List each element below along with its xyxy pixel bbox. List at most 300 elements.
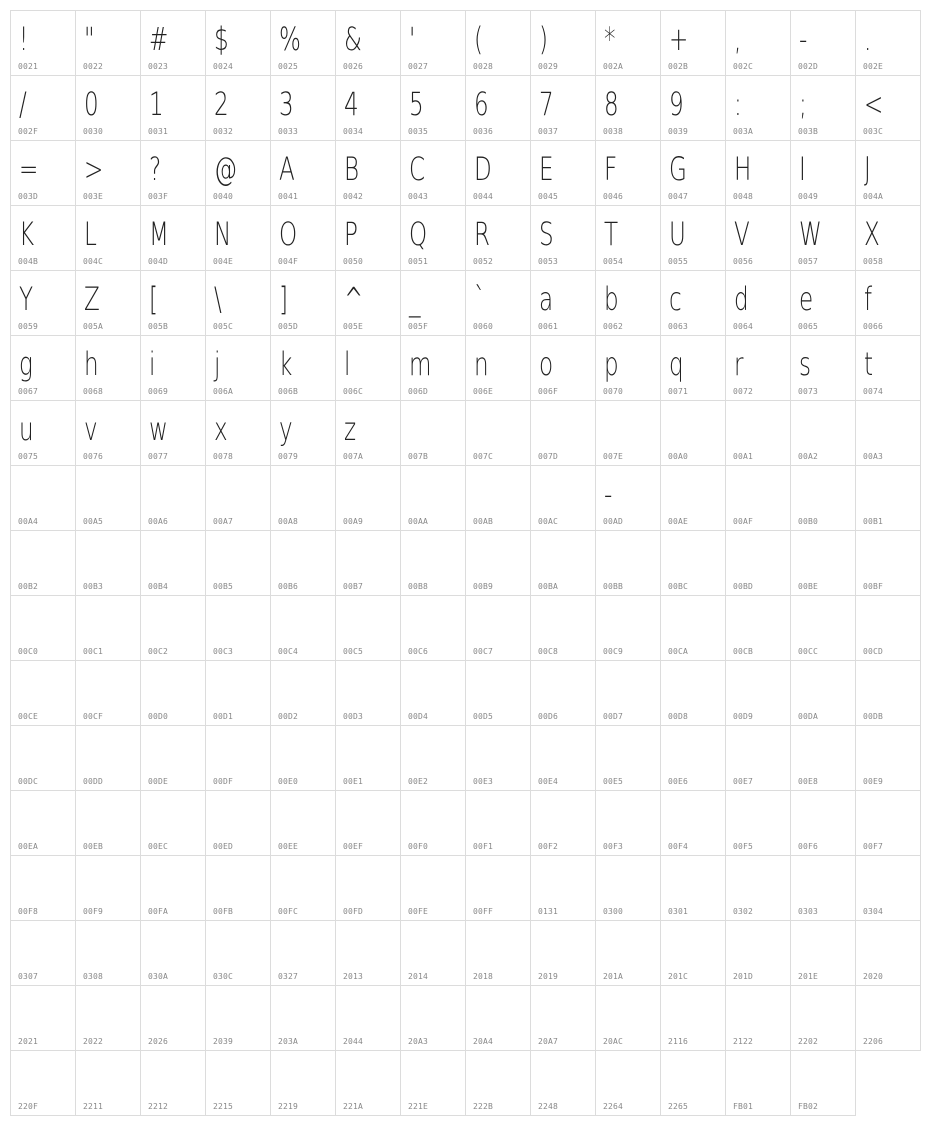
- glyph-codepoint: 00AB: [473, 517, 494, 526]
- glyph-codepoint: 006B: [278, 387, 299, 396]
- glyph-codepoint: 005A: [83, 322, 104, 331]
- glyph-codepoint: 030A: [148, 972, 169, 981]
- glyph-char: [: [149, 280, 158, 318]
- glyph-codepoint: 0022: [83, 62, 104, 71]
- glyph-cell: [725, 335, 791, 401]
- glyph-cell: [660, 335, 726, 401]
- glyph-char: N: [214, 215, 232, 253]
- glyph-cell: [790, 270, 856, 336]
- glyph-char: ;: [799, 85, 807, 123]
- glyph-cell: [855, 920, 921, 986]
- glyph-char: M: [149, 215, 169, 253]
- glyph-codepoint: 2021: [18, 1037, 39, 1046]
- glyph-char: Y: [19, 280, 34, 318]
- glyph-cell: [660, 530, 726, 596]
- glyph-codepoint: 00DB: [863, 712, 884, 721]
- glyph-codepoint: 0049: [798, 192, 819, 201]
- glyph-codepoint: 00CC: [798, 647, 819, 656]
- glyph-char: J: [864, 150, 871, 188]
- glyph-cell: [400, 530, 466, 596]
- glyph-char: ): [539, 20, 548, 58]
- glyph-codepoint: 00FA: [148, 907, 169, 916]
- glyph-codepoint: 004D: [148, 257, 169, 266]
- glyph-cell: [725, 530, 791, 596]
- glyph-cell: [10, 75, 76, 141]
- glyph-codepoint: 00FD: [343, 907, 364, 916]
- glyph-codepoint: 003A: [733, 127, 754, 136]
- glyph-char: u: [19, 410, 34, 448]
- glyph-cell: [140, 660, 206, 726]
- glyph-cell: [465, 1050, 531, 1116]
- glyph-cell: [270, 725, 336, 791]
- glyph-codepoint: 00D8: [668, 712, 689, 721]
- glyph-char: -: [604, 475, 613, 513]
- glyph-char: 3: [279, 85, 294, 123]
- glyph-codepoint: 00B1: [863, 517, 884, 526]
- glyph-cell: [75, 725, 141, 791]
- glyph-codepoint: 00E1: [343, 777, 364, 786]
- glyph-char: t: [864, 345, 874, 383]
- glyph-cell: [725, 400, 791, 466]
- glyph-codepoint: 00D3: [343, 712, 364, 721]
- glyph-codepoint: 00D4: [408, 712, 429, 721]
- glyph-cell: [140, 530, 206, 596]
- glyph-char: 1: [149, 85, 164, 123]
- glyph-codepoint: 00AF: [733, 517, 754, 526]
- glyph-char: H: [734, 150, 752, 188]
- glyph-codepoint: 006E: [473, 387, 494, 396]
- glyph-char: B: [344, 150, 360, 188]
- glyph-cell: [10, 920, 76, 986]
- glyph-codepoint: 0034: [343, 127, 364, 136]
- glyph-cell: [725, 465, 791, 531]
- glyph-char: d: [734, 280, 749, 318]
- glyph-codepoint: 0300: [603, 907, 624, 916]
- glyph-codepoint: 0029: [538, 62, 559, 71]
- glyph-cell: [790, 985, 856, 1051]
- glyph-cell: [140, 140, 206, 206]
- glyph-codepoint: 0059: [18, 322, 39, 331]
- glyph-codepoint: 00ED: [213, 842, 234, 851]
- glyph-char: 0: [84, 85, 99, 123]
- glyph-cell: [595, 270, 661, 336]
- glyph-codepoint: 00FB: [213, 907, 234, 916]
- glyph-codepoint: 00F2: [538, 842, 559, 851]
- glyph-cell: [660, 400, 726, 466]
- glyph-char: Q: [409, 215, 428, 253]
- glyph-codepoint: 201E: [798, 972, 819, 981]
- glyph-cell: [530, 140, 596, 206]
- glyph-cell: [335, 985, 401, 1051]
- glyph-codepoint: 2122: [733, 1037, 754, 1046]
- glyph-codepoint: 2044: [343, 1037, 364, 1046]
- glyph-cell: [855, 985, 921, 1051]
- glyph-codepoint: 0073: [798, 387, 819, 396]
- glyph-char: =: [19, 150, 39, 188]
- glyph-cell: [205, 985, 271, 1051]
- glyph-codepoint: 00FF: [473, 907, 494, 916]
- glyph-codepoint: 00B0: [798, 517, 819, 526]
- glyph-cell: [205, 595, 271, 661]
- glyph-cell: [465, 335, 531, 401]
- glyph-codepoint: 007D: [538, 452, 559, 461]
- glyph-cell: [660, 595, 726, 661]
- glyph-cell: [75, 140, 141, 206]
- glyph-cell: [465, 725, 531, 791]
- glyph-cell: [725, 10, 791, 76]
- glyph-char: X: [864, 215, 880, 253]
- glyph-cell: [205, 660, 271, 726]
- glyph-codepoint: 00CE: [18, 712, 39, 721]
- glyph-codepoint: 0024: [213, 62, 234, 71]
- glyph-grid: [10, 10, 921, 1115]
- glyph-char: !: [19, 20, 29, 58]
- glyph-cell: [140, 75, 206, 141]
- glyph-cell: [335, 595, 401, 661]
- glyph-codepoint: 005F: [408, 322, 429, 331]
- glyph-cell: [140, 725, 206, 791]
- glyph-cell: [270, 530, 336, 596]
- glyph-cell: [855, 465, 921, 531]
- glyph-char: f: [864, 280, 873, 318]
- glyph-cell: [205, 400, 271, 466]
- glyph-cell: [205, 140, 271, 206]
- glyph-cell: [790, 530, 856, 596]
- glyph-codepoint: 00A8: [278, 517, 299, 526]
- glyph-cell: [855, 660, 921, 726]
- glyph-char: r: [734, 345, 744, 383]
- glyph-char: g: [19, 345, 33, 383]
- glyph-cell: [725, 985, 791, 1051]
- glyph-cell: [205, 75, 271, 141]
- glyph-codepoint: 00CA: [668, 647, 689, 656]
- glyph-char: A: [279, 150, 295, 188]
- glyph-cell: [335, 530, 401, 596]
- glyph-codepoint: 00F9: [83, 907, 104, 916]
- glyph-codepoint: 005C: [213, 322, 234, 331]
- glyph-cell: [790, 920, 856, 986]
- glyph-codepoint: 004C: [83, 257, 104, 266]
- glyph-codepoint: 0061: [538, 322, 559, 331]
- glyph-cell: [530, 530, 596, 596]
- glyph-codepoint: 0079: [278, 452, 299, 461]
- glyph-codepoint: 2264: [603, 1102, 624, 1111]
- glyph-char: w: [149, 410, 168, 448]
- glyph-cell: [660, 985, 726, 1051]
- glyph-codepoint: 00E2: [408, 777, 429, 786]
- glyph-cell: [660, 75, 726, 141]
- glyph-cell: [725, 920, 791, 986]
- glyph-codepoint: 0051: [408, 257, 429, 266]
- glyph-codepoint: 201A: [603, 972, 624, 981]
- glyph-char: m: [409, 345, 432, 383]
- glyph-char: <: [864, 85, 884, 123]
- glyph-cell: [790, 855, 856, 921]
- glyph-cell: [335, 465, 401, 531]
- glyph-codepoint: 00CB: [733, 647, 754, 656]
- glyph-cell: [140, 335, 206, 401]
- glyph-codepoint: 2202: [798, 1037, 819, 1046]
- glyph-codepoint: 00A5: [83, 517, 104, 526]
- glyph-cell: [790, 10, 856, 76]
- glyph-cell: [530, 400, 596, 466]
- glyph-cell: [725, 270, 791, 336]
- glyph-cell: [530, 205, 596, 271]
- glyph-codepoint: 0052: [473, 257, 494, 266]
- glyph-cell: [530, 1050, 596, 1116]
- glyph-cell: [335, 920, 401, 986]
- glyph-codepoint: 003E: [83, 192, 104, 201]
- glyph-codepoint: 0055: [668, 257, 689, 266]
- glyph-cell: [335, 270, 401, 336]
- glyph-cell: [790, 335, 856, 401]
- glyph-cell: [400, 985, 466, 1051]
- glyph-cell: [270, 920, 336, 986]
- glyph-cell: [140, 465, 206, 531]
- glyph-codepoint: 005D: [278, 322, 299, 331]
- glyph-char: s: [799, 345, 812, 383]
- glyph-cell: [75, 335, 141, 401]
- glyph-codepoint: 00F4: [668, 842, 689, 851]
- glyph-char: ,: [734, 20, 742, 58]
- glyph-cell: [400, 335, 466, 401]
- glyph-cell: [725, 660, 791, 726]
- glyph-codepoint: 006D: [408, 387, 429, 396]
- glyph-cell: [465, 465, 531, 531]
- glyph-codepoint: 00A2: [798, 452, 819, 461]
- glyph-codepoint: 0066: [863, 322, 884, 331]
- glyph-codepoint: 00D5: [473, 712, 494, 721]
- glyph-cell: [400, 725, 466, 791]
- glyph-cell: [270, 465, 336, 531]
- glyph-codepoint: 00AC: [538, 517, 559, 526]
- glyph-cell: [270, 400, 336, 466]
- glyph-codepoint: 00C9: [603, 647, 624, 656]
- glyph-cell: [465, 270, 531, 336]
- glyph-cell: [465, 530, 531, 596]
- glyph-codepoint: 0046: [603, 192, 624, 201]
- glyph-codepoint: 00A1: [733, 452, 754, 461]
- glyph-codepoint: 003B: [798, 127, 819, 136]
- glyph-cell: [530, 725, 596, 791]
- glyph-codepoint: 00A7: [213, 517, 234, 526]
- glyph-char: b: [604, 280, 619, 318]
- glyph-cell: [335, 75, 401, 141]
- glyph-codepoint: 0076: [83, 452, 104, 461]
- glyph-cell: [10, 530, 76, 596]
- glyph-char: z: [344, 410, 357, 448]
- glyph-cell: [10, 140, 76, 206]
- glyph-char: G: [669, 150, 687, 188]
- glyph-cell: [140, 10, 206, 76]
- glyph-cell: [465, 10, 531, 76]
- glyph-codepoint: 0032: [213, 127, 234, 136]
- glyph-codepoint: 00A3: [863, 452, 884, 461]
- glyph-cell: [10, 985, 76, 1051]
- glyph-cell: [725, 205, 791, 271]
- glyph-codepoint: 00BF: [863, 582, 884, 591]
- glyph-cell: [660, 10, 726, 76]
- glyph-char: -: [799, 20, 808, 58]
- glyph-cell: [465, 920, 531, 986]
- glyph-cell: [790, 660, 856, 726]
- glyph-cell: [530, 920, 596, 986]
- glyph-codepoint: 2212: [148, 1102, 169, 1111]
- glyph-cell: [855, 530, 921, 596]
- glyph-char: #: [149, 20, 169, 58]
- glyph-cell: [140, 205, 206, 271]
- glyph-cell: [400, 465, 466, 531]
- glyph-codepoint: 2248: [538, 1102, 559, 1111]
- glyph-cell: [335, 140, 401, 206]
- glyph-cell: [75, 920, 141, 986]
- glyph-codepoint: 0027: [408, 62, 429, 71]
- glyph-cell: [660, 465, 726, 531]
- glyph-codepoint: 00D1: [213, 712, 234, 721]
- glyph-cell: [595, 985, 661, 1051]
- glyph-codepoint: 0062: [603, 322, 624, 331]
- glyph-char: e: [799, 280, 814, 318]
- glyph-codepoint: 007E: [603, 452, 624, 461]
- glyph-codepoint: 00DC: [18, 777, 39, 786]
- glyph-cell: [530, 10, 596, 76]
- glyph-cell: [660, 725, 726, 791]
- glyph-cell: [595, 400, 661, 466]
- glyph-codepoint: 0071: [668, 387, 689, 396]
- glyph-cell: [855, 205, 921, 271]
- glyph-cell: [10, 1050, 76, 1116]
- glyph-cell: [595, 10, 661, 76]
- glyph-cell: [270, 270, 336, 336]
- glyph-cell: [725, 140, 791, 206]
- glyph-char: >: [84, 150, 104, 188]
- glyph-cell: [400, 1050, 466, 1116]
- glyph-codepoint: 0023: [148, 62, 169, 71]
- glyph-cell: [140, 855, 206, 921]
- glyph-codepoint: 00E5: [603, 777, 624, 786]
- glyph-codepoint: 0042: [343, 192, 364, 201]
- glyph-char: %: [279, 20, 301, 58]
- glyph-codepoint: 20A3: [408, 1037, 429, 1046]
- glyph-codepoint: 00AD: [603, 517, 624, 526]
- glyph-char: @: [214, 150, 238, 188]
- glyph-codepoint: 221E: [408, 1102, 429, 1111]
- glyph-codepoint: 00F3: [603, 842, 624, 851]
- glyph-cell: [855, 855, 921, 921]
- glyph-codepoint: 0056: [733, 257, 754, 266]
- glyph-cell: [725, 75, 791, 141]
- glyph-cell: [205, 725, 271, 791]
- glyph-cell: [855, 270, 921, 336]
- glyph-char: ]: [279, 280, 288, 318]
- glyph-codepoint: 20A7: [538, 1037, 559, 1046]
- glyph-cell: [75, 270, 141, 336]
- glyph-char: V: [734, 215, 750, 253]
- glyph-char: o: [539, 345, 554, 383]
- glyph-cell: [270, 205, 336, 271]
- glyph-cell: [335, 790, 401, 856]
- glyph-char: q: [669, 345, 684, 383]
- glyph-cell: [790, 725, 856, 791]
- glyph-char: k: [279, 345, 293, 383]
- glyph-cell: [75, 855, 141, 921]
- glyph-cell: [335, 725, 401, 791]
- glyph-codepoint: 00BA: [538, 582, 559, 591]
- glyph-codepoint: 0060: [473, 322, 494, 331]
- glyph-codepoint: 0028: [473, 62, 494, 71]
- glyph-cell: [400, 595, 466, 661]
- glyph-cell: [400, 400, 466, 466]
- glyph-char: $: [214, 20, 229, 58]
- glyph-cell: [400, 660, 466, 726]
- glyph-codepoint: 0047: [668, 192, 689, 201]
- glyph-cell: [270, 10, 336, 76]
- glyph-codepoint: 0301: [668, 907, 689, 916]
- glyph-codepoint: 2206: [863, 1037, 884, 1046]
- glyph-codepoint: 0040: [213, 192, 234, 201]
- glyph-cell: [75, 595, 141, 661]
- glyph-cell: [75, 10, 141, 76]
- glyph-codepoint: 00CF: [83, 712, 104, 721]
- glyph-cell: [10, 790, 76, 856]
- glyph-codepoint: 00DF: [213, 777, 234, 786]
- glyph-codepoint: 0065: [798, 322, 819, 331]
- glyph-codepoint: 00D9: [733, 712, 754, 721]
- glyph-codepoint: 00C4: [278, 647, 299, 656]
- glyph-codepoint: 2026: [148, 1037, 169, 1046]
- glyph-cell: [855, 10, 921, 76]
- glyph-cell: [725, 1050, 791, 1116]
- glyph-codepoint: 00B4: [148, 582, 169, 591]
- glyph-cell: [335, 855, 401, 921]
- glyph-cell: [270, 790, 336, 856]
- glyph-codepoint: 00EF: [343, 842, 364, 851]
- glyph-cell: [530, 855, 596, 921]
- glyph-codepoint: 00F7: [863, 842, 884, 851]
- glyph-codepoint: 0021: [18, 62, 39, 71]
- glyph-char: ?: [149, 150, 162, 188]
- glyph-cell: [140, 400, 206, 466]
- glyph-char: /: [19, 85, 27, 123]
- glyph-cell: [465, 400, 531, 466]
- glyph-codepoint: 00B2: [18, 582, 39, 591]
- glyph-codepoint: 00F1: [473, 842, 494, 851]
- glyph-codepoint: 00A9: [343, 517, 364, 526]
- glyph-codepoint: 0030: [83, 127, 104, 136]
- glyph-cell: [140, 1050, 206, 1116]
- glyph-codepoint: 00BE: [798, 582, 819, 591]
- glyph-cell: [790, 75, 856, 141]
- glyph-codepoint: 00BC: [668, 582, 689, 591]
- glyph-codepoint: 004F: [278, 257, 299, 266]
- glyph-cell: [530, 335, 596, 401]
- glyph-codepoint: 2116: [668, 1037, 689, 1046]
- glyph-codepoint: 00A6: [148, 517, 169, 526]
- glyph-cell: [660, 140, 726, 206]
- glyph-cell: [10, 595, 76, 661]
- glyph-codepoint: 002F: [18, 127, 39, 136]
- glyph-codepoint: 0074: [863, 387, 884, 396]
- glyph-char: c: [669, 280, 682, 318]
- glyph-char: 2: [214, 85, 229, 123]
- glyph-char: h: [84, 345, 99, 383]
- glyph-cell: [335, 205, 401, 271]
- glyph-char: F: [604, 150, 618, 188]
- glyph-codepoint: 2013: [343, 972, 364, 981]
- glyph-cell: [205, 10, 271, 76]
- glyph-codepoint: 00F6: [798, 842, 819, 851]
- glyph-char: &: [344, 20, 362, 58]
